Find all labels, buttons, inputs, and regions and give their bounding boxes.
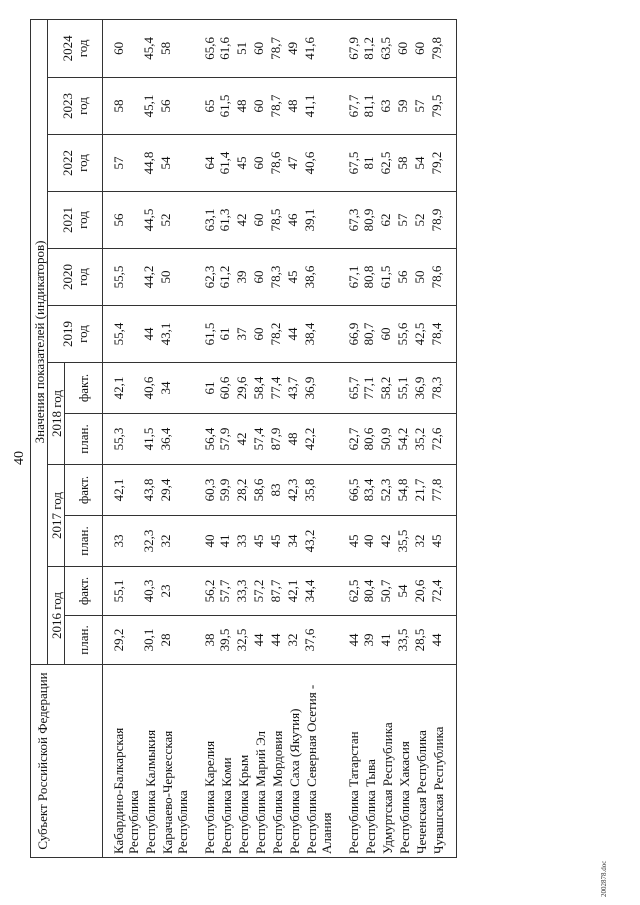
value-cell: 32: [412, 516, 429, 567]
value-cell: 42: [234, 414, 251, 465]
value-cell: 56,2: [190, 567, 217, 616]
year-label: 2023: [60, 93, 75, 119]
value-cell: 23: [158, 567, 190, 616]
value-cell: 60: [251, 19, 268, 77]
value-cell: 39: [361, 616, 378, 665]
year-unit: год: [75, 154, 90, 172]
value-cell: 38: [190, 616, 217, 665]
value-cell: 40,6: [302, 135, 334, 192]
value-cell: 51: [234, 19, 251, 77]
value-cell: 32,5: [234, 616, 251, 665]
value-cell: 61,3: [217, 192, 234, 249]
table-row: [285, 19, 302, 857]
value-cell: 36,4: [158, 414, 190, 465]
value-cell: 33,5: [395, 616, 412, 665]
value-cell: 34: [158, 363, 190, 414]
value-cell: 77,1: [361, 363, 378, 414]
value-cell: 45,4: [141, 19, 158, 77]
value-cell: 44: [141, 306, 158, 363]
value-cell: 63,1: [190, 192, 217, 249]
value-cell: 65,6: [190, 19, 217, 77]
fact-2016-header: факт.: [65, 567, 103, 616]
value-cell: 64: [190, 135, 217, 192]
value-cell: 56,4: [190, 414, 217, 465]
value-cell: 63: [378, 78, 395, 135]
value-cell: 44: [268, 616, 285, 665]
value-cell: 46: [285, 192, 302, 249]
value-cell: 60,3: [190, 465, 217, 516]
value-cell: 41,5: [141, 414, 158, 465]
value-cell: 29,4: [158, 465, 190, 516]
value-cell: 44: [251, 616, 268, 665]
value-cell: 60: [251, 192, 268, 249]
value-cell: 60: [103, 19, 142, 77]
year-2024-header: [48, 19, 103, 77]
value-cell: 61: [190, 363, 217, 414]
subject-name-cell: Республика Мордовия: [268, 665, 285, 858]
value-cell: 58: [158, 19, 190, 77]
value-cell: 44,5: [141, 192, 158, 249]
value-cell: 55,1: [103, 567, 142, 616]
value-cell: 21,7: [412, 465, 429, 516]
value-cell: 48: [234, 78, 251, 135]
value-cell: 83,4: [361, 465, 378, 516]
table-row: [141, 19, 158, 857]
value-cell: 80,4: [361, 567, 378, 616]
value-cell: 56: [395, 249, 412, 306]
value-cell: 78,2: [268, 306, 285, 363]
value-cell: 57: [412, 78, 429, 135]
table-row: [412, 19, 429, 857]
value-cell: 58: [395, 135, 412, 192]
value-cell: 65: [190, 78, 217, 135]
value-cell: 49: [285, 19, 302, 77]
value-cell: 81,1: [361, 78, 378, 135]
value-cell: 29,2: [103, 616, 142, 665]
value-cell: 62: [378, 192, 395, 249]
value-cell: 33: [103, 516, 142, 567]
value-cell: 35,8: [302, 465, 334, 516]
value-cell: 56: [103, 192, 142, 249]
value-cell: 36,9: [302, 363, 334, 414]
value-cell: 60: [412, 19, 429, 77]
value-cell: 78,3: [429, 363, 457, 414]
value-cell: 42: [378, 516, 395, 567]
value-cell: 62,7: [334, 414, 361, 465]
indicators-table: [30, 19, 457, 858]
value-cell: 44: [285, 306, 302, 363]
subject-name-cell: Чувашская Республика: [429, 665, 457, 858]
subject-name-cell: Республика Калмыкия: [141, 665, 158, 858]
value-cell: 40: [361, 516, 378, 567]
value-cell: 61,2: [217, 249, 234, 306]
value-cell: 40: [190, 516, 217, 567]
value-cell: 42,1: [285, 567, 302, 616]
value-cell: 78,7: [268, 19, 285, 77]
value-cell: 66,9: [334, 306, 361, 363]
value-cell: 45: [285, 249, 302, 306]
value-cell: 77,8: [429, 465, 457, 516]
value-cell: 43,7: [285, 363, 302, 414]
value-cell: 42,2: [302, 414, 334, 465]
table-row: [268, 19, 285, 857]
value-cell: 37: [234, 306, 251, 363]
value-cell: 61,5: [190, 306, 217, 363]
value-cell: 28: [158, 616, 190, 665]
subject-name-cell: Удмуртская Республика: [378, 665, 395, 858]
table-row: [302, 19, 334, 857]
value-cell: 62,5: [378, 135, 395, 192]
value-cell: 80,7: [361, 306, 378, 363]
table-row: [334, 19, 361, 857]
value-cell: 79,2: [429, 135, 457, 192]
value-cell: 59,9: [217, 465, 234, 516]
value-cell: 58,6: [251, 465, 268, 516]
year-2016-header: 2016 год: [48, 567, 65, 665]
subject-name-cell: Республика Татарстан: [334, 665, 361, 858]
value-cell: 57: [103, 135, 142, 192]
value-cell: 34,4: [302, 567, 334, 616]
subject-name-cell: Республика Крым: [234, 665, 251, 858]
value-cell: 55,5: [103, 249, 142, 306]
value-cell: 60: [378, 306, 395, 363]
subject-name-cell: Республика Марий Эл: [251, 665, 268, 858]
value-cell: 80,6: [361, 414, 378, 465]
value-cell: 45: [234, 135, 251, 192]
year-unit: год: [75, 211, 90, 229]
subject-name-cell: Кабардино-Балкарская Республика: [103, 665, 142, 858]
value-cell: 29,6: [234, 363, 251, 414]
year-unit: год: [75, 268, 90, 286]
value-cell: 33: [234, 516, 251, 567]
values-group-header: Значения показателей (индикаторов): [31, 19, 48, 664]
value-cell: 40,3: [141, 567, 158, 616]
value-cell: 45: [251, 516, 268, 567]
subject-name-cell: Республика Северная Осетия - Алания: [302, 665, 334, 858]
value-cell: 32: [158, 516, 190, 567]
value-cell: 67,5: [334, 135, 361, 192]
value-cell: 80,8: [361, 249, 378, 306]
value-cell: 41,1: [302, 78, 334, 135]
value-cell: 50,9: [378, 414, 395, 465]
value-cell: 55,4: [103, 306, 142, 363]
value-cell: 67,7: [334, 78, 361, 135]
subject-name-cell: Республика Саха (Якутия): [285, 665, 302, 858]
value-cell: 65,7: [334, 363, 361, 414]
value-cell: 77,4: [268, 363, 285, 414]
value-cell: 41: [217, 516, 234, 567]
value-cell: 61: [217, 306, 234, 363]
value-cell: 87,7: [268, 567, 285, 616]
value-cell: 35,2: [412, 414, 429, 465]
plan-2016-header: план.: [65, 616, 103, 665]
year-2020-header: [48, 249, 103, 306]
value-cell: 42,3: [285, 465, 302, 516]
value-cell: 58: [103, 78, 142, 135]
year-label: 2021: [60, 207, 75, 233]
value-cell: 78,5: [268, 192, 285, 249]
value-cell: 37,6: [302, 616, 334, 665]
value-cell: 54: [395, 567, 412, 616]
value-cell: 45: [429, 516, 457, 567]
value-cell: 42,1: [103, 363, 142, 414]
value-cell: 80,9: [361, 192, 378, 249]
value-cell: 58,2: [378, 363, 395, 414]
footer-code: 2002878.doc: [600, 860, 608, 897]
year-label: 2024: [60, 35, 75, 62]
value-cell: 81,2: [361, 19, 378, 77]
value-cell: 52,3: [378, 465, 395, 516]
value-cell: 61,6: [217, 19, 234, 77]
value-cell: 79,8: [429, 19, 457, 77]
table-body: [103, 19, 457, 857]
year-unit: год: [75, 39, 90, 58]
value-cell: 39: [234, 249, 251, 306]
value-cell: 33,3: [234, 567, 251, 616]
value-cell: 57,4: [251, 414, 268, 465]
value-cell: 50: [158, 249, 190, 306]
subject-name-cell: Республика Хакасия: [395, 665, 412, 858]
table-row: [158, 19, 190, 857]
value-cell: 59: [395, 78, 412, 135]
value-cell: 42,5: [412, 306, 429, 363]
value-cell: 32,3: [141, 516, 158, 567]
table-row: [378, 19, 395, 857]
value-cell: 57,2: [251, 567, 268, 616]
value-cell: 28,2: [234, 465, 251, 516]
value-cell: 72,4: [429, 567, 457, 616]
value-cell: 40,6: [141, 363, 158, 414]
year-unit: год: [75, 97, 90, 115]
value-cell: 52: [412, 192, 429, 249]
subject-name-cell: Чеченская Республика: [412, 665, 429, 858]
value-cell: 47: [285, 135, 302, 192]
year-2019-header: [48, 306, 103, 363]
value-cell: 79,5: [429, 78, 457, 135]
value-cell: 57,9: [217, 414, 234, 465]
value-cell: 55,1: [395, 363, 412, 414]
value-cell: 44: [334, 616, 361, 665]
value-cell: 44: [429, 616, 457, 665]
year-2023-header: [48, 78, 103, 135]
value-cell: 43,8: [141, 465, 158, 516]
value-cell: 60: [251, 135, 268, 192]
value-cell: 36,9: [412, 363, 429, 414]
value-cell: 43,1: [158, 306, 190, 363]
value-cell: 63,5: [378, 19, 395, 77]
value-cell: 55,3: [103, 414, 142, 465]
value-cell: 67,1: [334, 249, 361, 306]
value-cell: 20,6: [412, 567, 429, 616]
value-cell: 78,4: [429, 306, 457, 363]
value-cell: 66,5: [334, 465, 361, 516]
table-row: [251, 19, 268, 857]
value-cell: 50: [412, 249, 429, 306]
value-cell: 55,6: [395, 306, 412, 363]
subject-name-cell: Карачаево-Черкесская Республика: [158, 665, 190, 858]
value-cell: 60: [251, 78, 268, 135]
value-cell: 61,5: [378, 249, 395, 306]
value-cell: 78,7: [268, 78, 285, 135]
value-cell: 67,9: [334, 19, 361, 77]
value-cell: 60: [395, 19, 412, 77]
value-cell: 57: [395, 192, 412, 249]
value-cell: 48: [285, 414, 302, 465]
value-cell: 57,7: [217, 567, 234, 616]
value-cell: 56: [158, 78, 190, 135]
value-cell: 44,2: [141, 249, 158, 306]
value-cell: 67,3: [334, 192, 361, 249]
value-cell: 58,4: [251, 363, 268, 414]
value-cell: 60: [251, 306, 268, 363]
value-cell: 61,5: [217, 78, 234, 135]
year-2021-header: [48, 192, 103, 249]
value-cell: 83: [268, 465, 285, 516]
value-cell: 41: [378, 616, 395, 665]
value-cell: 41,6: [302, 19, 334, 77]
value-cell: 42: [234, 192, 251, 249]
value-cell: 78,6: [268, 135, 285, 192]
value-cell: 45: [268, 516, 285, 567]
value-cell: 34: [285, 516, 302, 567]
value-cell: 38,4: [302, 306, 334, 363]
value-cell: 42,1: [103, 465, 142, 516]
plan-2018-header: план.: [65, 414, 103, 465]
table-row: [217, 19, 234, 857]
value-cell: 50,7: [378, 567, 395, 616]
value-cell: 62,3: [190, 249, 217, 306]
value-cell: 44,8: [141, 135, 158, 192]
value-cell: 32: [285, 616, 302, 665]
year-label: 2022: [60, 150, 75, 176]
value-cell: 39,5: [217, 616, 234, 665]
year-2018-header: 2018 год: [48, 363, 65, 465]
value-cell: 78,3: [268, 249, 285, 306]
page-number: 40: [12, 451, 27, 465]
table-row: [395, 19, 412, 857]
year-2017-header: 2017 год: [48, 465, 65, 567]
fact-2017-header: факт.: [65, 465, 103, 516]
value-cell: 54: [412, 135, 429, 192]
subject-name-cell: Республика Коми: [217, 665, 234, 858]
value-cell: 60: [251, 249, 268, 306]
value-cell: 61,4: [217, 135, 234, 192]
year-label: 2019: [60, 321, 75, 347]
table-row: [361, 19, 378, 857]
table-row: [103, 19, 142, 857]
subject-name-cell: Республика Тыва: [361, 665, 378, 858]
value-cell: 30,1: [141, 616, 158, 665]
table-row: [429, 19, 457, 857]
value-cell: 43,2: [302, 516, 334, 567]
value-cell: 54: [158, 135, 190, 192]
value-cell: 72,6: [429, 414, 457, 465]
fact-2018-header: факт.: [65, 363, 103, 414]
value-cell: 78,6: [429, 249, 457, 306]
value-cell: 45: [334, 516, 361, 567]
plan-2017-header: план.: [65, 516, 103, 567]
value-cell: 35,5: [395, 516, 412, 567]
table-row: [234, 19, 251, 857]
value-cell: 28,5: [412, 616, 429, 665]
value-cell: 87,9: [268, 414, 285, 465]
value-cell: 45,1: [141, 78, 158, 135]
year-unit: год: [75, 325, 90, 343]
value-cell: 54,2: [395, 414, 412, 465]
subject-name-cell: Республика Карелия: [190, 665, 217, 858]
value-cell: 54,8: [395, 465, 412, 516]
value-cell: 48: [285, 78, 302, 135]
value-cell: 81: [361, 135, 378, 192]
value-cell: 38,6: [302, 249, 334, 306]
value-cell: 39,1: [302, 192, 334, 249]
subject-header: Субъект Российской Федерации: [31, 665, 103, 858]
value-cell: 62,5: [334, 567, 361, 616]
value-cell: 52: [158, 192, 190, 249]
year-2022-header: [48, 135, 103, 192]
year-label: 2020: [60, 264, 75, 290]
value-cell: 78,9: [429, 192, 457, 249]
table-row: [190, 19, 217, 857]
value-cell: 60,6: [217, 363, 234, 414]
